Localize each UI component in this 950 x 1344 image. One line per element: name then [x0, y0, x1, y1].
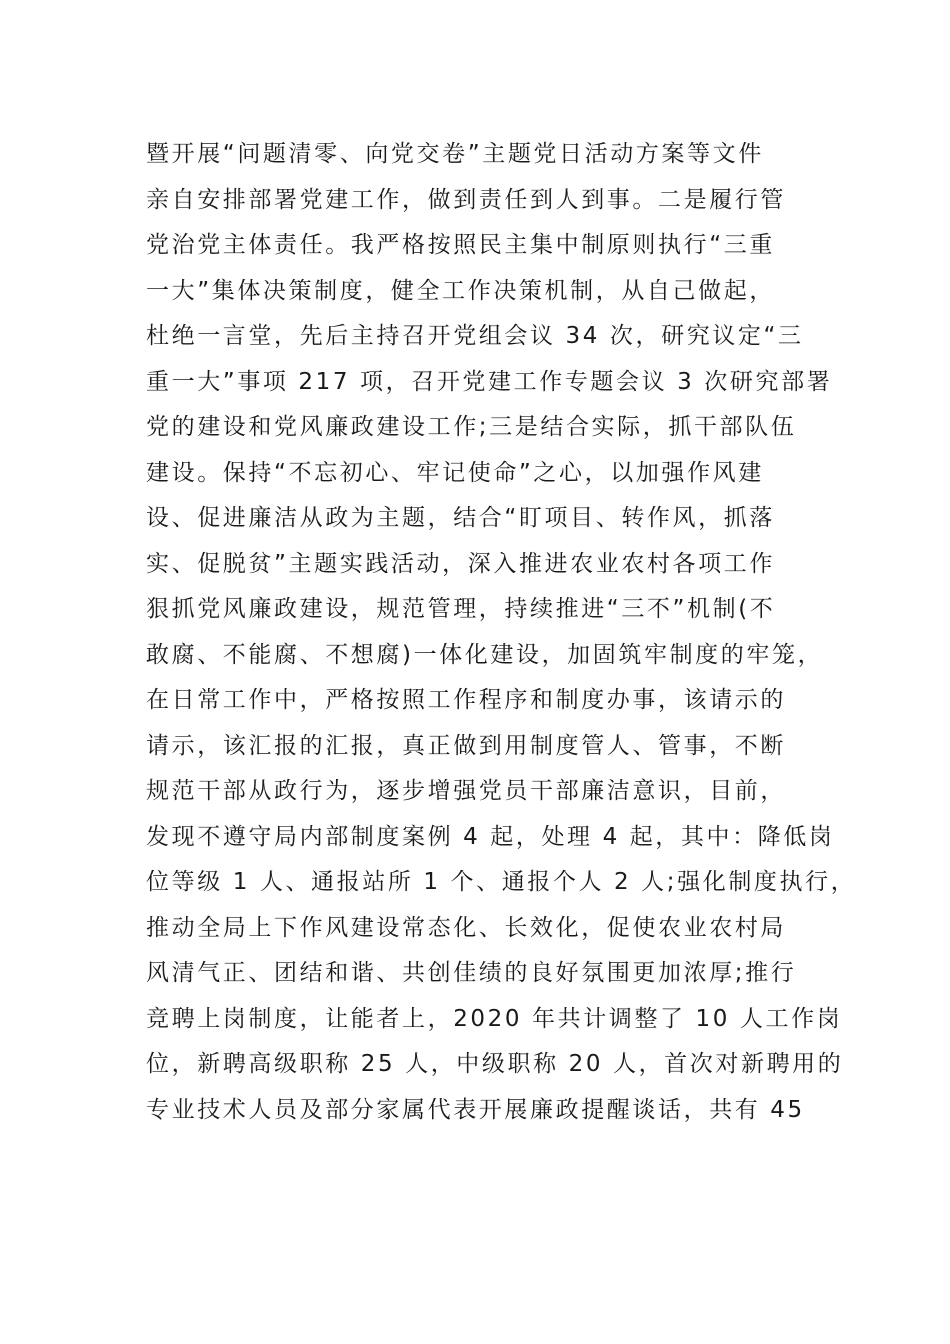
- text-line: 党治党主体责任。我严格按照民主集中制原则执行“三重: [146, 232, 775, 258]
- text-line: 实、促脱贫”主题实践活动，深入推进农业农村各项工作: [146, 550, 775, 577]
- text-line: 建设。保持“不忘初心、牢记使命”之心，以加强作风建: [146, 459, 764, 486]
- text-line: 竞聘上岗制度，让能者上，2020 年共计调整了 10 人工作岗: [146, 1005, 843, 1032]
- text-line: 专业技术人员及部分家属代表开展廉政提醒谈话，共有 45: [146, 1096, 805, 1123]
- body-text: [146, 132, 857, 1133]
- text-line: 敢腐、不能腐、不想腐)一体化建设，加固筑牢制度的牢笼，: [146, 641, 824, 668]
- text-line: 规范干部从政行为，逐步增强党员干部廉洁意识，目前，: [146, 778, 786, 804]
- text-line: 请示，该汇报的汇报，真正做到用制度管人、管事，不断: [146, 732, 786, 759]
- text-line: 发现不遵守局内部制度案例 4 起，处理 4 起，其中：降低岗: [146, 823, 835, 850]
- text-line: 杜绝一言堂，先后主持召开党组会议 34 次，研究议定“三: [146, 323, 804, 349]
- text-line: 位，新聘高级职称 25 人，中级职称 20 人，首次对新聘用的: [146, 1051, 844, 1077]
- text-line: 狠抓党风廉政建设，规范管理，持续推进“三不”机制(不: [146, 596, 776, 622]
- text-line: 在日常工作中，严格按照工作程序和制度办事，该请示的: [146, 687, 786, 713]
- text-line: 位等级 1 人、通报站所 1 个、通报个人 2 人;强化制度执行，: [146, 869, 857, 895]
- text-line: 亲自安排部署党建工作，做到责任到人到事。二是履行管: [146, 186, 786, 213]
- text-line: 暨开展“问题清零、向党交卷”主题党日活动方案等文件: [146, 141, 764, 167]
- text-line: 设、促进廉洁从政为主题，结合“盯项目、转作风，抓落: [146, 505, 775, 531]
- text-line: 风清气正、团结和谐、共创佳绩的良好氛围更加浓厚;推行: [146, 960, 797, 986]
- text-line: 党的建设和党风廉政建设工作;三是结合实际，抓干部队伍: [146, 414, 797, 440]
- text-line: 一大”集体决策制度，健全工作决策机制，从自己做起，: [146, 277, 775, 304]
- text-line: 重一大”事项 217 项，召开党建工作专题会议 3 次研究部署: [146, 368, 833, 395]
- text-line: 推动全局上下作风建设常态化、长效化，促使农业农村局: [146, 914, 786, 941]
